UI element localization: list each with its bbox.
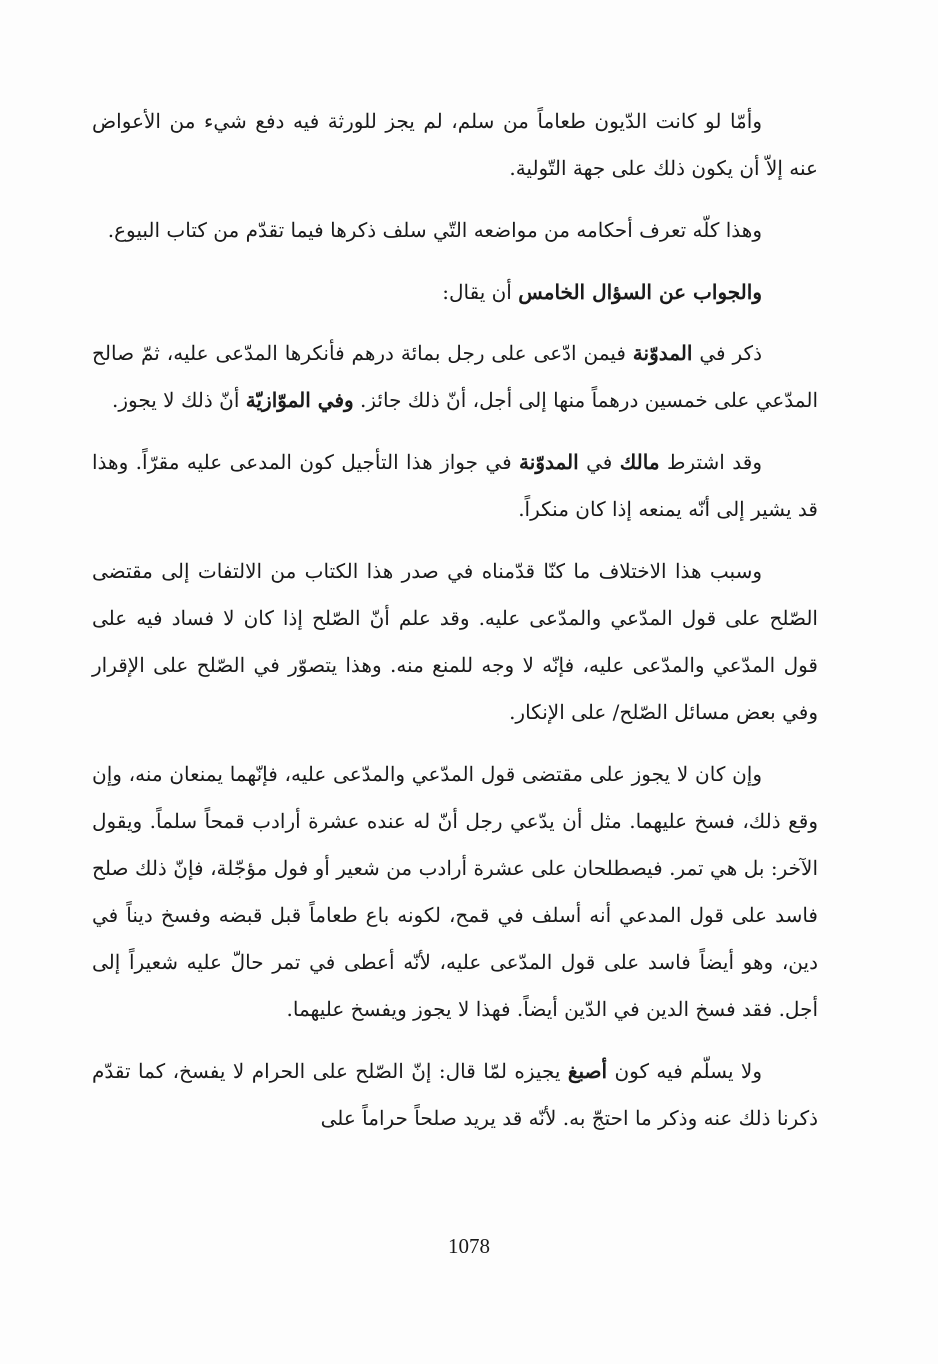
source-name: وفي الموّازيّة [245,388,354,412]
scholar-name: أصبغ [567,1059,608,1083]
text-segment: يجيزه لمّا قال: إنّ الصّلح على الحرام لا يفسخ، كما تقدّم ذكرنا ذلك عنه وذكر ما احتجّ به. لأنّه قد يريد صلحاً حراماً على [92,1059,818,1130]
text-segment: أنّ ذلك لا يجوز. [112,388,246,412]
text-segment: ذكر في [692,341,762,365]
text-segment: وهذا كلّه تعرف أحكامه من مواضعه التّي سلف ذكرها فيما تقدّم من كتاب البيوع. [107,218,762,242]
body-text [92,98,818,1157]
paragraph-2 [92,207,818,254]
paragraph-1 [92,98,818,192]
source-name: المدوّنة [519,450,579,474]
paragraph-6 [92,548,818,736]
paragraph-7 [92,751,818,1033]
source-name: المدوّنة [632,341,693,365]
text-segment: وسبب هذا الاختلاف ما كنّا قدّمناه في صدر هذا الكتاب من الالتفات إلى مقتضى الصّلح على قول المدّعي والمدّعى عليه. وقد علم أنّ الصّلح إذا كان لا فساد فيه على قول المدّعي والمدّعى عليه، فإنّه لا وجه للمنع منه. وهذا يتصوّر في الصّلح على الإقرار وفي بعض مسائل الصّلح/ على الإنكار. [92,559,818,724]
scholar-name: مالك [619,450,660,474]
text-segment: في [578,450,620,474]
paragraph-5 [92,439,818,533]
answer-heading: والجواب عن السؤال الخامس [518,280,762,304]
text-segment: في جواز هذا التأجيل كون المدعى عليه مقرّاً. وهذا قد يشير إلى أنّه يمنعه إذا كان منكراً. [92,450,818,521]
text-segment: ولا يسلّم فيه كون [607,1059,762,1083]
text-segment: وقد اشترط [659,450,762,474]
text-segment: وأمّا لو كانت الدّيون طعاماً من سلم، لم يجز للورثة فيه دفع شيء من الأعواض عنه إلاّ أن يكون ذلك على جهة التّولية. [92,109,818,180]
page-number: 1078 [448,1234,490,1258]
paragraph-8 [92,1048,818,1142]
paragraph-3 [92,269,818,316]
text-segment: وإن كان لا يجوز على مقتضى قول المدّعي والمدّعى عليه، فإنّهما يمنعان منه، وإن وقع ذلك، فسخ عليهما. مثل أن يدّعي رجل أنّ له عنده عشرة أرادب قمحاً سلماً. ويقول الآخر: بل هي تمر. فيصطلحان على عشرة أرادب من شعير أو فول مؤجّلة، فإنّ ذلك صلح فاسد على قول المدعي أنه أسلف في قمح، لكونه باع طعاماً قبل قبضه وفسخ ديناً في دين، وهو أيضاً فاسد على قول المدّعى عليه، لأنّه أعطى في تمر حالّ عليه شعيراً إلى أجل. فقد فسخ الدين في الدّين أيضاً. فهذا لا يجوز ويفسخ عليهما. [92,762,819,1021]
text-segment: فيمن ادّعى على رجل بمائة درهم فأنكرها المدّعى عليه، ثمّ صالح المدّعي على خمسين درهماً منها إلى أجل، أنّ ذلك جائز. [92,341,818,412]
text-segment: أن يقال: [442,280,519,304]
paragraph-4 [92,330,818,424]
